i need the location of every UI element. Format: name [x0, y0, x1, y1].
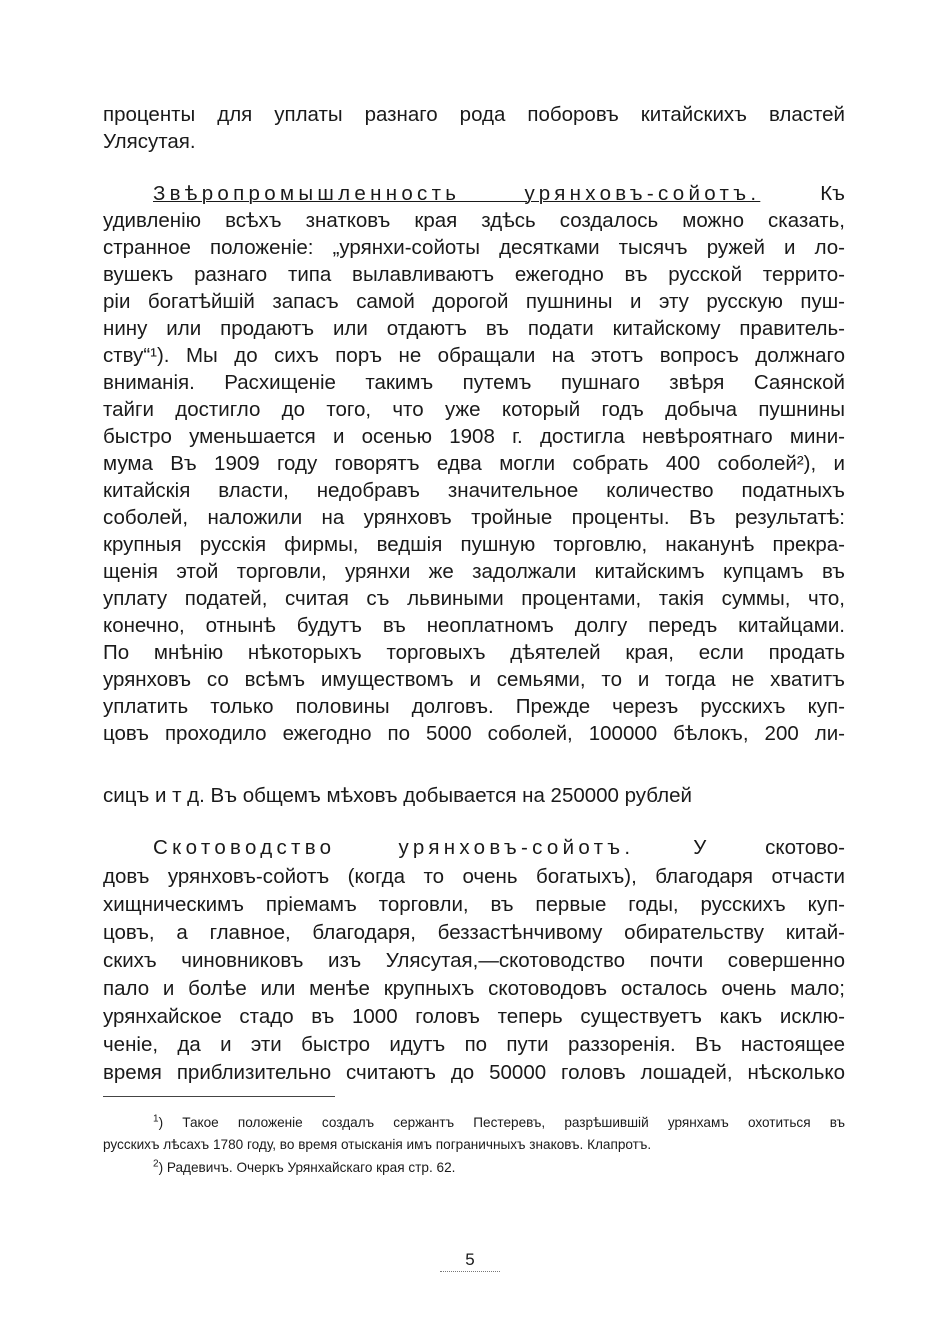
- text-line: уплату податей, считая съ львиными процентами, такія суммы, что,: [103, 587, 845, 610]
- footnote-text: ) Радевичъ. Очеркъ Урянхайскаго края стр. 62.: [158, 1160, 456, 1175]
- text-line: конечно, отнынѣ будутъ въ неоплатномъ долгу передъ китайцами.: [103, 614, 845, 637]
- text-line: странное положеніе: „урянхи-сойоты десятками тысячъ ружей и ло-: [103, 236, 845, 259]
- section-heading: Звѣропромышленность урянховъ-сойотъ.: [153, 182, 761, 205]
- text-line: уплатить только половины долговъ. Прежде черезъ русскихъ куп-: [103, 695, 845, 718]
- footnote-2-line: [153, 1158, 845, 1177]
- text-line: хищническимъ пріемамъ торговли, въ первые годы, русскихъ куп-: [103, 893, 845, 916]
- footnote-divider: [103, 1096, 335, 1097]
- text-line: вниманія. Расхищеніе такимъ путемъ пушнаго звѣря Саянской: [103, 371, 845, 394]
- text-line: Улясутая.: [103, 130, 196, 153]
- footnote-1-line: [153, 1113, 845, 1132]
- text-line: довъ урянховъ-сойотъ (когда то очень богатыхъ), благодаря отчасти: [103, 865, 845, 888]
- text-line: удивленію всѣхъ знатковъ края здѣсь создалось можно сказать,: [103, 209, 845, 232]
- text-line: ству“¹). Мы до сихъ поръ не обращали на этотъ вопросъ должнаго: [103, 344, 845, 367]
- text-line: время приблизительно считаютъ до 50000 головъ лошадей, нѣсколько: [103, 1061, 845, 1084]
- text-line: сицъ и т д. Въ общемъ мѣховъ добывается на 250000 рублей: [103, 784, 692, 807]
- text-line: китайскія власти, недобравъ значительное количество податныхъ: [103, 479, 845, 502]
- text-line: пало и болѣе или менѣе крупныхъ скотоводовъ осталось очень мало;: [103, 977, 845, 1000]
- text-line: щенія этой торговли, урянхи же задолжали китайскимъ купцамъ въ: [103, 560, 845, 583]
- text-line: По мнѣнію нѣкоторыхъ торговыхъ дѣятелей края, если продать: [103, 641, 845, 664]
- section-heading: Скотоводство урянховъ-сойотъ.: [153, 836, 635, 859]
- paragraph-first-line: [153, 835, 845, 861]
- text-line: мума Въ 1909 году говорятъ едва могли собрать 400 соболей²), и: [103, 452, 845, 475]
- text-line: цовъ, а главное, благодаря, беззастѣнчивому обирательству китай-: [103, 921, 845, 944]
- text-line: крупныя русскія фирмы, ведшія пушную торговлю, наканунѣ прекра-: [103, 533, 845, 556]
- text-line: скихъ чиновниковъ изъ Улясутая,—скотоводство почти совершенно: [103, 949, 845, 972]
- footnote-1-line: русскихъ лѣсахъ 1780 году, во время отысканія имъ пограничныхъ знаковъ. Клапротъ.: [103, 1137, 652, 1152]
- text-line: урянховъ со всѣмъ имуществомъ и семьями, то и тогда не хватитъ: [103, 668, 845, 691]
- paragraph-first-line: [153, 181, 845, 207]
- footnote-marker: 2: [153, 1158, 159, 1170]
- text-line: тайги достигло до того, что уже который годъ добыча пушнины: [103, 398, 845, 421]
- text-line: нину или продаютъ или отдаютъ въ подати китайскому правитель-: [103, 317, 845, 340]
- text-line: проценты для уплаты разнаго рода поборовъ китайскихъ властей: [103, 103, 845, 126]
- text-fragment: Къ: [820, 182, 845, 205]
- page-number: 5: [440, 1249, 500, 1272]
- text-line: соболей, наложили на урянховъ тройные проценты. Въ результатѣ:: [103, 506, 845, 529]
- footnote-text: ) Такое положеніе создалъ сержантъ Пестеревъ, разрѣшившій урянхамъ охотиться въ: [158, 1115, 845, 1130]
- text-line: урянхайское стадо въ 1000 головъ теперь существуетъ какъ исклю-: [103, 1005, 845, 1028]
- text-line: вушекъ разнаго типа вылавливаютъ ежегодно въ русской террито-: [103, 263, 845, 286]
- text-line: ріи богатѣйшій запасъ самой дорогой пушнины и эту русскую пуш-: [103, 290, 845, 313]
- text-fragment: У скотово-: [693, 836, 845, 859]
- text-line: цовъ проходило ежегодно по 5000 соболей, 100000 бѣлокъ, 200 ли-: [103, 722, 845, 745]
- text-line: быстро уменьшается и осенью 1908 г. достигла невѣроятнаго мини-: [103, 425, 845, 448]
- text-line: ченіе, да и эти быстро идутъ по пути раззоренія. Въ настоящее: [103, 1033, 845, 1056]
- footnote-marker: 1: [153, 1113, 159, 1125]
